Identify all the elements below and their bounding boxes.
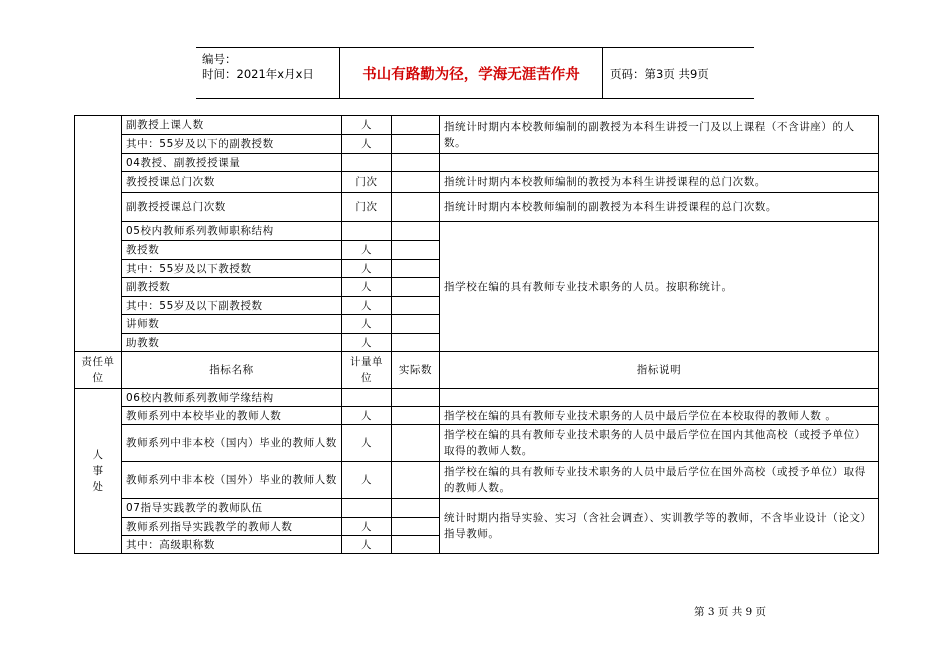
actual-value-cell[interactable] — [392, 154, 440, 172]
header-meta — [202, 52, 314, 82]
desc-col-header: 指标说明 — [440, 352, 879, 389]
indicator-desc: 统计时期内指导实验、实习（含社会调查）、实训教学等的教师，不含毕业设计（论文）指导教师。 — [440, 499, 879, 554]
indicator-name: 教师系列中非本校（国内）毕业的教师人数 — [122, 425, 342, 462]
actual-col-header: 实际数 — [392, 352, 440, 389]
indicator-desc: 指学校在编的具有教师专业技术职务的人员中最后学位在国内其他高校（或授予单位）取得的教师人数。 — [440, 425, 879, 462]
measure-unit: 人 — [342, 536, 392, 554]
actual-value-cell[interactable] — [392, 407, 440, 425]
table-row — [75, 154, 879, 172]
actual-value-cell[interactable] — [392, 193, 440, 222]
indicator-name: 副教授上课人数 — [122, 116, 342, 135]
page-footer: 第 3 页 共 9 页 — [694, 606, 767, 618]
indicator-name: 04教授、副教授授课量 — [122, 154, 342, 172]
actual-value-cell[interactable] — [392, 462, 440, 499]
table-row — [75, 222, 879, 241]
table-row — [75, 193, 879, 222]
page-header — [196, 47, 754, 99]
indicator-table — [74, 115, 879, 554]
actual-value-cell[interactable] — [392, 241, 440, 260]
actual-value-cell[interactable] — [392, 172, 440, 193]
indicator-name: 助教数 — [122, 334, 342, 352]
table-row — [75, 407, 879, 425]
indicator-name: 其中：高级职称数 — [122, 536, 342, 554]
actual-value-cell[interactable] — [392, 116, 440, 135]
measure-unit: 人 — [342, 407, 392, 425]
measure-unit: 人 — [342, 241, 392, 260]
table-row — [75, 499, 879, 518]
actual-value-cell[interactable] — [392, 278, 440, 297]
table-row — [75, 116, 879, 135]
indicator-name: 教授数 — [122, 241, 342, 260]
motto: 书山有路勤为径，学海无涯苦作舟 — [339, 48, 603, 98]
actual-value-cell[interactable] — [392, 425, 440, 462]
indicator-desc: 指统计时期内本校教师编制的教授为本科生讲授课程的总门次数。 — [440, 172, 879, 193]
measure-unit: 人 — [342, 315, 392, 334]
measure-unit: 人 — [342, 425, 392, 462]
table-row — [75, 172, 879, 193]
actual-value-cell[interactable] — [392, 315, 440, 334]
actual-value-cell[interactable] — [392, 135, 440, 154]
measure-unit: 人 — [342, 462, 392, 499]
measure-unit: 人 — [342, 260, 392, 278]
name-col-header: 指标名称 — [122, 352, 342, 389]
unit-cell-top — [75, 116, 122, 352]
unit-col-header: 责任单位 — [75, 352, 122, 389]
indicator-name: 教师系列中本校毕业的教师人数 — [122, 407, 342, 425]
indicator-name: 其中：55岁及以下副教授数 — [122, 297, 342, 315]
measure-unit: 人 — [342, 278, 392, 297]
time-label: 时间：2021年x月x日 — [202, 67, 314, 81]
indicator-name: 教师系列中非本校（国外）毕业的教师人数 — [122, 462, 342, 499]
indicator-name: 其中：55岁及以下教授数 — [122, 260, 342, 278]
indicator-desc: 指统计时期内本校教师编制的副教授为本科生讲授一门及以上课程（不含讲座）的人数。 — [440, 116, 879, 154]
actual-value-cell[interactable] — [392, 499, 440, 518]
actual-value-cell[interactable] — [392, 222, 440, 241]
measure-unit — [342, 389, 392, 407]
number-label: 编号： — [202, 52, 237, 66]
indicator-name: 副教授数 — [122, 278, 342, 297]
indicator-name: 其中：55岁及以下的副教授数 — [122, 135, 342, 154]
dept-char: 事 — [92, 465, 104, 477]
measure-unit: 人 — [342, 116, 392, 135]
indicator-desc: 指统计时期内本校教师编制的副教授为本科生讲授课程的总门次数。 — [440, 193, 879, 222]
indicator-name: 05校内教师系列教师职称结构 — [122, 222, 342, 241]
page-info: 页码：第3页 共9页 — [610, 67, 709, 81]
measure-col-header: 计量单位 — [342, 352, 392, 389]
measure-unit — [342, 499, 392, 518]
indicator-name: 讲师数 — [122, 315, 342, 334]
actual-value-cell[interactable] — [392, 297, 440, 315]
indicator-name: 教授授课总门次数 — [122, 172, 342, 193]
actual-value-cell[interactable] — [392, 334, 440, 352]
indicator-desc: 指学校在编的具有教师专业技术职务的人员中最后学位在本校取得的教师人数 。 — [440, 407, 879, 425]
actual-value-cell[interactable] — [392, 260, 440, 278]
indicator-name: 06校内教师系列教师学缘结构 — [122, 389, 342, 407]
table-row — [75, 462, 879, 499]
indicator-desc-empty — [440, 389, 879, 407]
dept-char: 人 — [92, 449, 104, 461]
table-row — [75, 389, 879, 407]
measure-unit: 门次 — [342, 193, 392, 222]
indicator-name: 07指导实践教学的教师队伍 — [122, 499, 342, 518]
indicator-desc: 指学校在编的具有教师专业技术职务的人员。按职称统计。 — [440, 222, 879, 352]
actual-value-cell[interactable] — [392, 389, 440, 407]
measure-unit: 人 — [342, 297, 392, 315]
measure-unit: 门次 — [342, 172, 392, 193]
measure-unit: 人 — [342, 334, 392, 352]
table-row — [75, 425, 879, 462]
indicator-name: 教师系列指导实践教学的教师人数 — [122, 518, 342, 536]
indicator-desc: 指学校在编的具有教师专业技术职务的人员中最后学位在国外高校（或授予单位）取得的教师人数。 — [440, 462, 879, 499]
measure-unit — [342, 154, 392, 172]
table-header-row — [75, 352, 879, 389]
indicator-name: 副教授授课总门次数 — [122, 193, 342, 222]
dept-char: 处 — [92, 481, 104, 493]
indicator-desc-empty — [440, 154, 879, 172]
actual-value-cell[interactable] — [392, 536, 440, 554]
measure-unit — [342, 222, 392, 241]
dept-cell — [75, 389, 122, 554]
measure-unit: 人 — [342, 518, 392, 536]
measure-unit: 人 — [342, 135, 392, 154]
actual-value-cell[interactable] — [392, 518, 440, 536]
